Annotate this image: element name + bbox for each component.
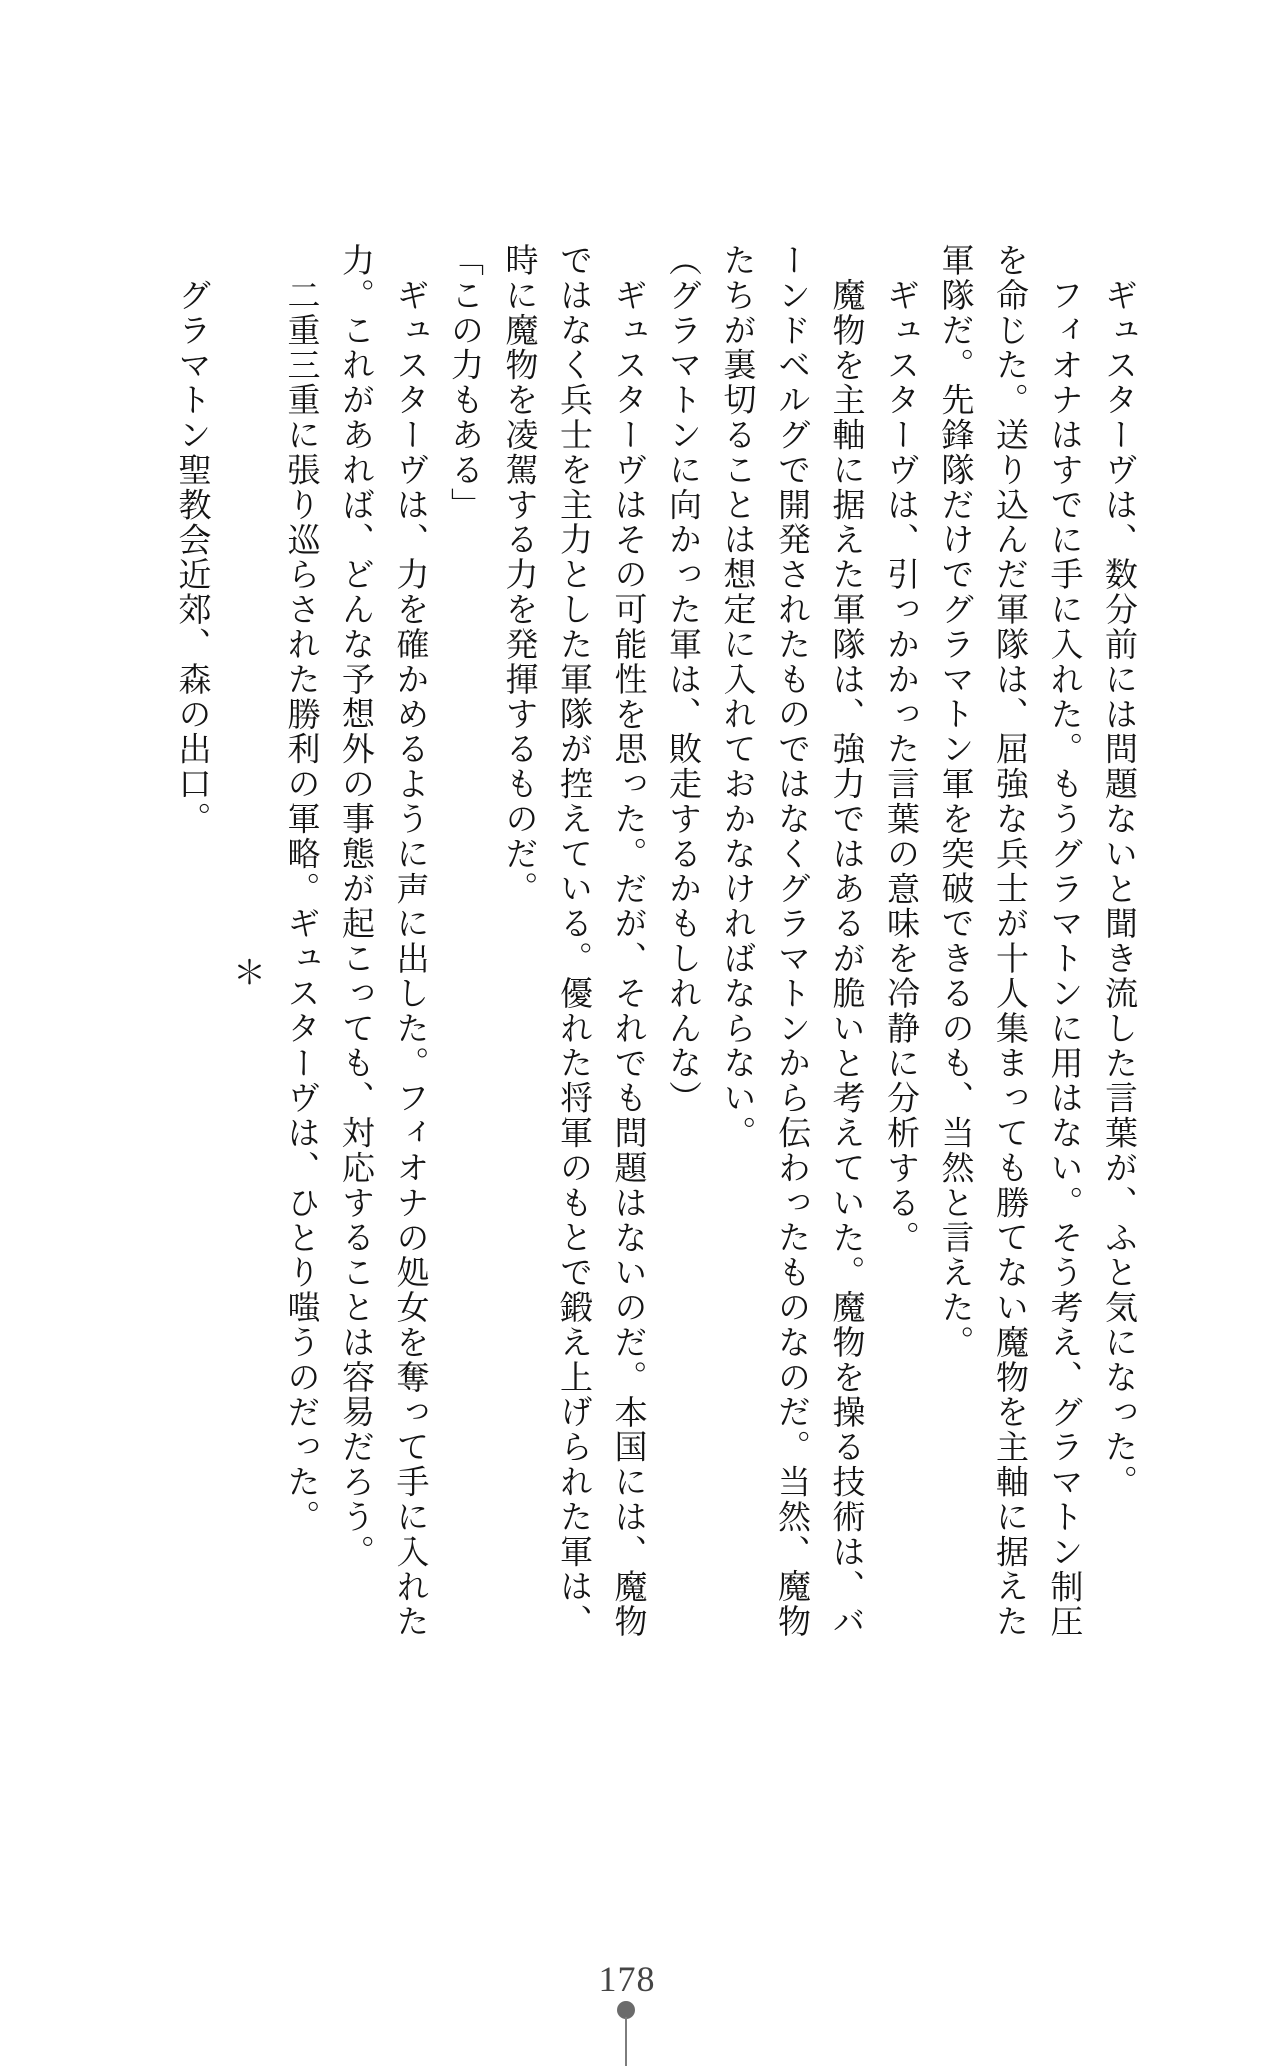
- text-line: 力。これがあれば、どんな予想外の事態が起こっても、対応することは容易だろう。: [337, 243, 373, 1570]
- text-line: 魔物を主軸に据えた軍隊は、強力ではあるが脆いと考えていた。魔物を操る技術は、バ: [827, 278, 864, 1640]
- text-line: を命じた。送り込んだ軍隊は、屈強な兵士が十人集まっても勝てない魔物を主軸に据えた: [991, 243, 1027, 1639]
- text-line: フィオナはすでに手に入れた。もうグラマトンに用はない。そう考え、グラマトン制圧: [1045, 278, 1082, 1640]
- text-line: 二重三重に張り巡らされた勝利の軍略。ギュスターヴは、ひとり嗤うのだった。: [282, 278, 319, 1535]
- scene-break-line: ＊: [228, 955, 264, 990]
- vertical-text-block: [164, 243, 1145, 1641]
- text-line: 軍隊だ。先鋒隊だけでグラマトン軍を突破できるのも、当然と言えた。: [936, 243, 973, 1360]
- text-line: グラマトン聖教会近郊、森の出口。: [173, 278, 210, 837]
- page-number: 178: [598, 1959, 656, 1999]
- text-line: ギュスターヴは、引っかかった言葉の意味を冷静に分析する。: [882, 278, 918, 1256]
- footer-rule-ornament: [625, 2017, 627, 2066]
- text-line: ギュスターヴは、力を確かめるように声に出した。フィオナの処女を奪って手に入れた: [391, 278, 428, 1640]
- text-line: ではなく兵士を主力とした軍隊が控えている。優れた将軍のもとで鍛え上げられた軍は、: [555, 243, 591, 1639]
- text-line: ギュスターヴはその可能性を思った。だが、それでも問題はないのだ。本国には、魔物: [609, 278, 646, 1640]
- text-line: （グラマトンに向かった軍は、敗走するかもしれんな）: [664, 243, 700, 1116]
- text-line: たちが裏切ることは想定に入れておかなければならない。: [718, 243, 755, 1151]
- text-line: 「この力もある」: [446, 243, 482, 523]
- text-line: 時に魔物を凌駕する力を発揮するものだ。: [500, 243, 537, 907]
- text-line: ーンドベルグで開発されたものではなくグラマトンから伝わったものなのだ。当然、魔物: [773, 243, 809, 1639]
- text-line: ギュスターヴは、数分前には問題ないと聞き流した言葉が、ふと気になった。: [1100, 278, 1136, 1500]
